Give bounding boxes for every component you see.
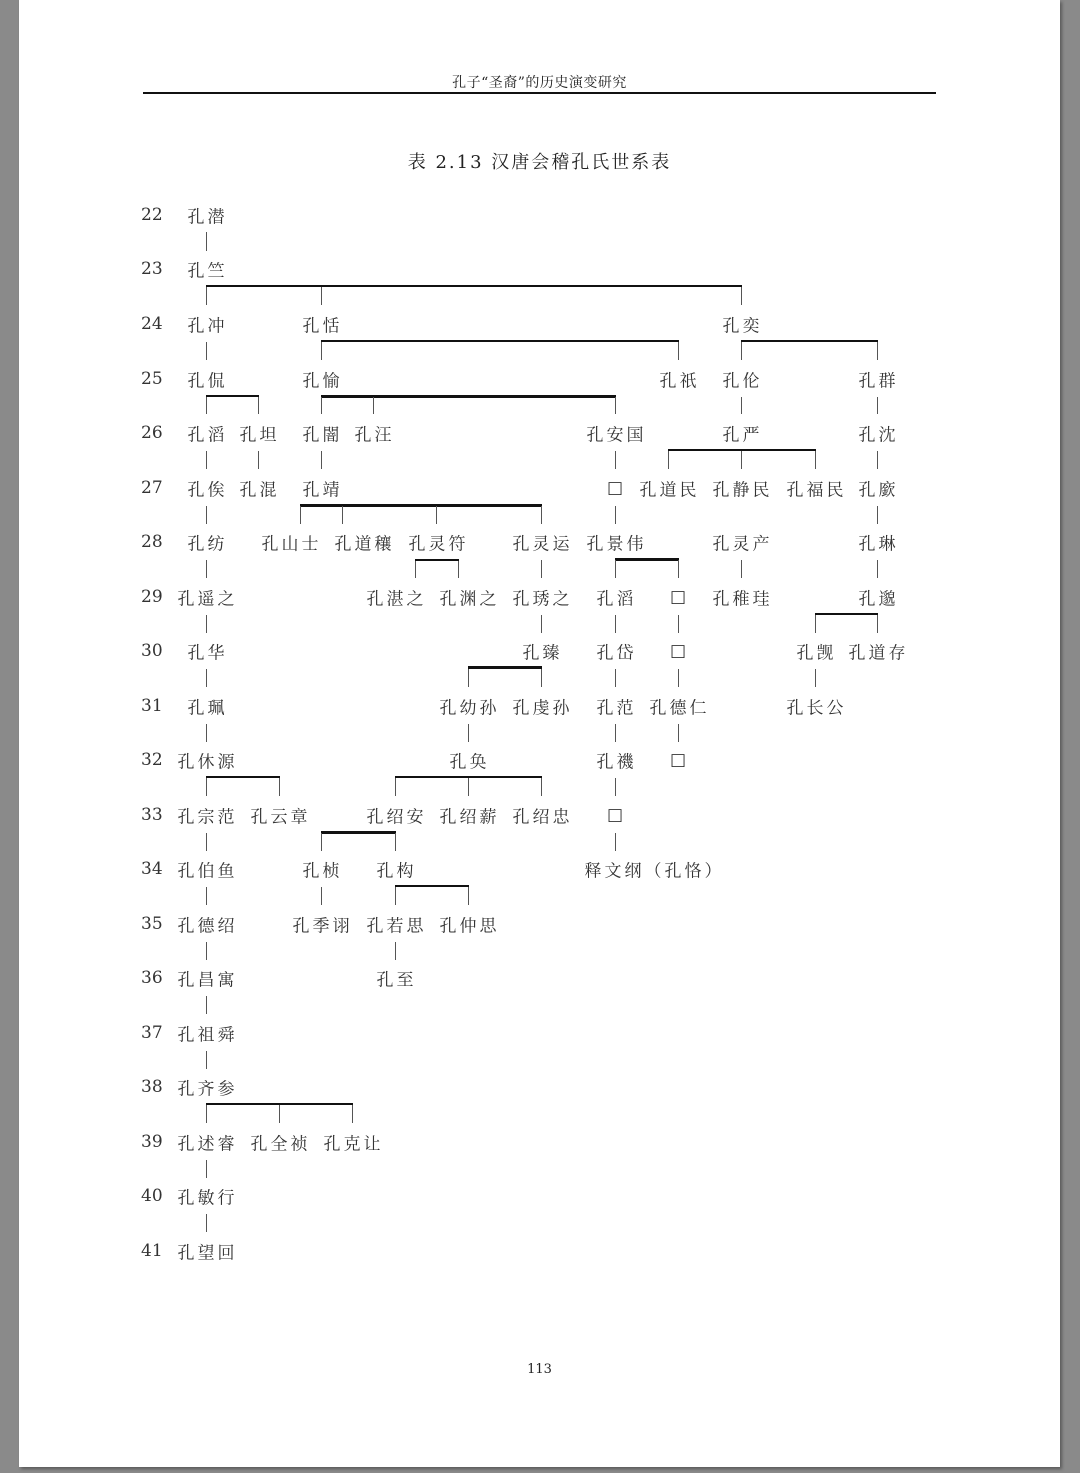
descent-connector (352, 1105, 353, 1123)
person-node: 孔宗范 (177, 807, 238, 828)
person-node: 孔琇之 (512, 589, 573, 610)
person-node: 孔长公 (786, 698, 847, 719)
descent-connector (395, 778, 396, 796)
sibling-connector (741, 340, 878, 342)
table-title: 表 2.13 汉唐会稽孔氏世系表 (407, 152, 672, 173)
descent-connector (468, 724, 469, 742)
sibling-connector (321, 340, 679, 342)
sibling-connector (668, 449, 816, 451)
person-node: 孔绍忠 (512, 807, 573, 828)
sibling-connector (206, 395, 259, 397)
descent-connector (741, 287, 742, 305)
person-node: 孔禨 (596, 752, 637, 773)
person-node: 孔竺 (187, 261, 228, 282)
person-node: 孔季诩 (292, 916, 353, 937)
person-node: 释文纲（孔恪） (584, 861, 725, 882)
person-node: 孔侃 (187, 371, 228, 392)
descent-connector (615, 397, 616, 414)
sibling-connector (206, 285, 742, 287)
descent-connector (206, 287, 207, 305)
generation-number: 39 (141, 1132, 163, 1152)
person-node: 孔安国 (586, 425, 647, 446)
descent-connector (541, 669, 542, 687)
generation-number: 35 (141, 914, 163, 934)
descent-connector (615, 833, 616, 851)
generation-number: 23 (141, 259, 163, 279)
descent-connector (678, 615, 679, 633)
descent-connector (668, 451, 669, 469)
descent-connector (300, 506, 301, 524)
person-node: 孔克让 (323, 1134, 384, 1155)
descent-connector (206, 560, 207, 578)
person-node: 孔福民 (786, 480, 847, 501)
person-node: 孔潜 (187, 207, 228, 228)
person-node: 孔道民 (639, 480, 700, 501)
descent-connector (206, 1214, 207, 1232)
person-node: 孔邈 (858, 589, 899, 610)
person-node: 孔范 (596, 698, 637, 719)
person-node: □ (606, 478, 627, 498)
person-node: 孔云章 (250, 807, 311, 828)
person-node: 孔全祯 (250, 1134, 311, 1155)
person-node: 孔闇 (302, 425, 343, 446)
descent-connector (395, 833, 396, 851)
descent-connector (678, 560, 679, 578)
generation-number: 38 (141, 1077, 163, 1097)
descent-connector (741, 451, 742, 469)
descent-connector (615, 669, 616, 687)
person-node: 孔滔 (187, 425, 228, 446)
descent-connector (541, 560, 542, 578)
person-node: 孔绍安 (366, 807, 427, 828)
person-node: 孔奕 (722, 316, 763, 337)
descent-connector (206, 232, 207, 251)
generation-number: 30 (141, 641, 163, 661)
page-number: 113 (527, 1362, 552, 1377)
descent-connector (741, 397, 742, 414)
descent-connector (877, 506, 878, 524)
descent-connector (321, 833, 322, 851)
descent-connector (206, 1051, 207, 1069)
descent-connector (741, 342, 742, 360)
descent-connector (206, 451, 207, 469)
generation-number: 33 (141, 805, 163, 825)
descent-connector (468, 669, 469, 687)
generation-number: 22 (141, 205, 163, 225)
descent-connector (877, 451, 878, 469)
generation-number: 24 (141, 314, 163, 334)
descent-connector (458, 561, 459, 578)
person-node: 孔灵运 (512, 534, 573, 555)
person-node: 孔华 (187, 643, 228, 664)
sibling-connector (815, 613, 878, 615)
generation-number: 29 (141, 587, 163, 607)
descent-connector (541, 615, 542, 633)
person-node: □ (669, 750, 690, 770)
descent-connector (815, 451, 816, 469)
descent-connector (436, 506, 437, 524)
descent-connector (678, 724, 679, 742)
person-node: 孔绍薪 (439, 807, 500, 828)
sibling-connector (300, 504, 542, 507)
person-node: 孔愉 (302, 371, 343, 392)
descent-connector (321, 287, 322, 305)
person-node: 孔廞 (858, 480, 899, 501)
person-node: □ (669, 587, 690, 607)
descent-connector (321, 342, 322, 360)
sibling-connector (395, 885, 469, 887)
person-node: 孔灵符 (408, 534, 469, 555)
descent-connector (877, 397, 878, 414)
descent-connector (877, 615, 878, 633)
descent-connector (206, 506, 207, 524)
person-node: 孔遥之 (177, 589, 238, 610)
generation-number: 41 (141, 1241, 163, 1261)
descent-connector (342, 506, 343, 524)
person-node: 孔严 (722, 425, 763, 446)
person-node: 孔俟 (187, 480, 228, 501)
descent-connector (373, 397, 374, 414)
generation-number: 37 (141, 1023, 163, 1043)
person-node: 孔伦 (722, 371, 763, 392)
sibling-connector (615, 558, 679, 561)
running-header: 孔子“圣裔”的历史演变研究 (452, 75, 627, 91)
person-node: 孔纺 (187, 534, 228, 555)
person-node: 孔混 (239, 480, 280, 501)
person-node: 孔山士 (261, 534, 322, 555)
person-node: 孔恬 (302, 316, 343, 337)
sibling-connector (321, 831, 396, 834)
descent-connector (615, 724, 616, 742)
descent-connector (279, 778, 280, 796)
sibling-connector (206, 776, 280, 778)
descent-connector (615, 451, 616, 469)
person-node: 孔靖 (302, 480, 343, 501)
person-node: 孔桢 (302, 861, 343, 882)
person-node: 孔坦 (239, 425, 280, 446)
generation-number: 34 (141, 859, 163, 879)
descent-connector (206, 397, 207, 414)
person-node: 孔敏行 (177, 1188, 238, 1209)
person-node: 孔休源 (177, 752, 238, 773)
descent-connector (206, 342, 207, 360)
person-node: 孔滔 (596, 589, 637, 610)
person-node: 孔臻 (522, 643, 563, 664)
person-node: 孔伯鱼 (177, 861, 238, 882)
person-node: 孔湛之 (366, 589, 427, 610)
descent-connector (468, 887, 469, 905)
person-node: 孔德绍 (177, 916, 238, 937)
descent-connector (258, 397, 259, 414)
descent-connector (258, 451, 259, 469)
descent-connector (678, 669, 679, 687)
person-node: 孔群 (858, 371, 899, 392)
person-node: 孔岱 (596, 643, 637, 664)
person-node: 孔祖舜 (177, 1025, 238, 1046)
person-node: □ (669, 641, 690, 661)
person-node: 孔沈 (858, 425, 899, 446)
sibling-connector (321, 395, 616, 398)
descent-connector (321, 451, 322, 469)
person-node: 孔望回 (177, 1243, 238, 1264)
generation-number: 25 (141, 369, 163, 389)
descent-connector (741, 560, 742, 578)
person-node: 孔渊之 (439, 589, 500, 610)
descent-connector (815, 615, 816, 633)
generation-number: 26 (141, 423, 163, 443)
person-node: 孔奂 (449, 752, 490, 773)
person-node: 孔珮 (187, 698, 228, 719)
person-node: 孔汪 (354, 425, 395, 446)
generation-number: 31 (141, 696, 163, 716)
person-node: 孔景伟 (586, 534, 647, 555)
descent-connector (395, 942, 396, 960)
descent-connector (206, 669, 207, 687)
generation-number: 27 (141, 478, 163, 498)
descent-connector (206, 724, 207, 742)
descent-connector (206, 833, 207, 851)
person-node: 孔至 (376, 970, 417, 991)
person-node: 孔述睿 (177, 1134, 238, 1155)
descent-connector (877, 560, 878, 578)
descent-connector (206, 996, 207, 1014)
person-node: 孔祇 (659, 371, 700, 392)
person-node: 孔静民 (712, 480, 773, 501)
generation-number: 28 (141, 532, 163, 552)
person-node: 孔虔孙 (512, 698, 573, 719)
descent-connector (206, 887, 207, 905)
descent-connector (415, 561, 416, 578)
descent-connector (615, 615, 616, 633)
person-node: 孔昌寓 (177, 970, 238, 991)
descent-connector (678, 342, 679, 360)
descent-connector (395, 887, 396, 905)
descent-connector (321, 397, 322, 414)
person-node: 孔仲思 (439, 916, 500, 937)
descent-connector (541, 506, 542, 524)
person-node: 孔灵产 (712, 534, 773, 555)
descent-connector (468, 778, 469, 796)
descent-connector (206, 615, 207, 633)
descent-connector (206, 942, 207, 960)
descent-connector (206, 778, 207, 796)
descent-connector (541, 778, 542, 796)
person-node: 孔若思 (366, 916, 427, 937)
person-node: 孔幼孙 (439, 698, 500, 719)
descent-connector (206, 1160, 207, 1178)
person-node: 孔觊 (796, 643, 837, 664)
sibling-connector (415, 559, 459, 561)
descent-connector (815, 669, 816, 687)
sibling-connector (468, 666, 542, 669)
generation-number: 32 (141, 750, 163, 770)
person-node: 孔冲 (187, 316, 228, 337)
person-node: 孔道穰 (334, 534, 395, 555)
descent-connector (615, 778, 616, 796)
person-node: 孔稚珪 (712, 589, 773, 610)
descent-connector (206, 1105, 207, 1123)
generation-number: 40 (141, 1186, 163, 1206)
descent-connector (321, 887, 322, 905)
person-node: 孔德仁 (649, 698, 710, 719)
descent-connector (279, 1105, 280, 1123)
person-node: 孔齐参 (177, 1079, 238, 1100)
person-node: 孔琳 (858, 534, 899, 555)
person-node: 孔构 (376, 861, 417, 882)
descent-connector (615, 506, 616, 524)
descent-connector (877, 342, 878, 360)
person-node: 孔道存 (848, 643, 909, 664)
generation-number: 36 (141, 968, 163, 988)
descent-connector (615, 560, 616, 578)
person-node: □ (606, 805, 627, 825)
